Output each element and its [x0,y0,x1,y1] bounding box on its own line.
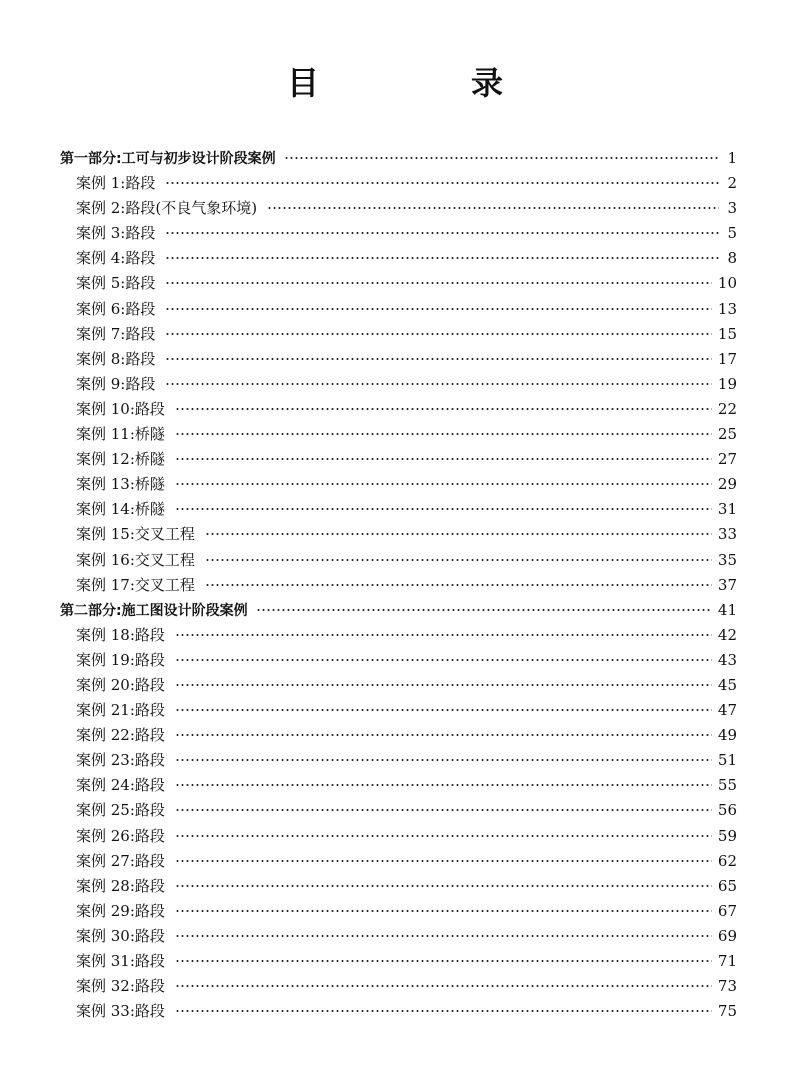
dot-leader [175,508,712,510]
toc-page-number: 56 [717,801,737,820]
toc-page-number: 73 [717,977,737,996]
toc-entry-label: 案例 33:路段 [76,1002,165,1021]
toc-entry-label: 案例 9:路段 [76,374,156,393]
dot-leader [284,157,719,159]
toc-page-number: 8 [727,249,737,268]
toc-page-number: 55 [717,776,737,795]
toc-section-entry[interactable] [60,146,737,171]
dot-leader [175,860,712,862]
table-of-contents [60,146,737,1024]
toc-case-entry[interactable] [60,723,737,748]
dot-leader [165,182,719,184]
toc-page-number: 2 [727,174,737,193]
toc-entry-label: 案例 5:路段 [76,274,156,293]
toc-page-number: 62 [717,851,737,870]
dot-leader [165,282,712,284]
toc-case-entry[interactable] [60,472,737,497]
dot-leader [205,533,712,535]
dot-leader [175,935,712,937]
toc-case-entry[interactable] [60,698,737,723]
toc-entry-label: 案例 12:桥隧 [76,450,165,469]
toc-entry-label: 案例 29:路段 [76,901,165,920]
toc-page-number: 42 [717,625,737,644]
dot-leader [175,809,712,811]
dot-leader [205,584,712,586]
toc-entry-label: 案例 18:路段 [76,625,165,644]
toc-entry-label: 案例 8:路段 [76,349,156,368]
toc-entry-label: 案例 10:路段 [76,399,165,418]
dot-leader [165,358,712,360]
toc-case-entry[interactable] [60,974,737,999]
toc-page-number: 27 [717,450,737,469]
toc-case-entry[interactable] [60,573,737,598]
dot-leader [175,458,712,460]
toc-case-entry[interactable] [60,748,737,773]
toc-page-number: 47 [717,701,737,720]
toc-entry-label: 案例 32:路段 [76,977,165,996]
dot-leader [175,734,712,736]
toc-entry-label: 案例 31:路段 [76,952,165,970]
dot-leader [165,383,712,385]
dot-leader [165,308,712,310]
dot-leader [175,709,712,711]
toc-page-number: 29 [717,475,737,494]
toc-page-number: 45 [717,675,737,694]
toc-page-number: 71 [717,952,737,970]
toc-entry-label: 案例 2:路段(不良气象环境) [76,199,258,218]
dot-leader [165,257,719,259]
toc-entry-label: 案例 7:路段 [76,324,156,343]
dot-leader [175,835,712,837]
toc-page-number: 51 [717,751,737,770]
toc-page-number: 31 [717,500,737,519]
toc-page-number: 1 [727,149,737,167]
toc-entry-label: 案例 11:桥隧 [76,425,165,444]
toc-case-entry[interactable] [60,623,737,648]
toc-page-number: 3 [727,199,737,218]
toc-case-entry[interactable] [60,171,737,196]
dot-leader [175,433,712,435]
toc-page-number: 49 [717,726,737,745]
toc-entry-label: 案例 1:路段 [76,174,156,193]
dot-leader [175,784,712,786]
toc-page-number: 59 [717,826,737,845]
toc-page-number: 35 [717,550,737,569]
toc-page-number: 75 [717,1002,737,1021]
toc-case-entry[interactable] [60,372,737,397]
toc-entry-label: 案例 16:交叉工程 [76,550,195,569]
toc-case-entry[interactable] [60,673,737,698]
toc-entry-label: 案例 20:路段 [76,675,165,694]
toc-case-entry[interactable] [60,497,737,522]
dot-leader [175,659,712,661]
toc-entry-label: 案例 21:路段 [76,701,165,720]
toc-entry-label: 案例 26:路段 [76,826,165,845]
toc-page-number: 22 [717,399,737,418]
toc-case-entry[interactable] [60,874,737,899]
toc-entry-label: 案例 17:交叉工程 [76,575,195,594]
toc-case-entry[interactable] [60,899,737,924]
dot-leader [175,960,712,962]
toc-entry-label: 案例 24:路段 [76,776,165,795]
toc-entry-label: 案例 13:桥隧 [76,475,165,494]
toc-page-number: 13 [717,299,737,318]
dot-leader [175,634,712,636]
dot-leader [175,408,712,410]
toc-page-number: 33 [717,525,737,544]
toc-entry-label: 案例 30:路段 [76,926,165,945]
toc-case-entry[interactable] [60,798,737,823]
toc-case-entry[interactable] [60,297,737,322]
dot-leader [165,232,719,234]
toc-entry-label: 案例 6:路段 [76,299,156,318]
toc-section-entry[interactable] [60,598,737,623]
toc-entry-label: 案例 23:路段 [76,751,165,770]
dot-leader [175,885,712,887]
dot-leader [205,559,712,561]
toc-page-number: 19 [717,374,737,393]
toc-page-number: 69 [717,926,737,945]
toc-case-entry[interactable] [60,246,737,271]
toc-entry-label: 案例 3:路段 [76,224,156,243]
dot-leader [175,985,712,987]
toc-page-number: 10 [717,274,737,293]
dot-leader [175,1010,712,1012]
toc-case-entry[interactable] [60,949,737,974]
toc-page-number: 17 [717,349,737,368]
toc-case-entry[interactable] [60,347,737,372]
dot-leader [267,207,719,209]
toc-entry-label: 第二部分:施工图设计阶段案例 [60,602,248,619]
toc-case-entry[interactable] [60,648,737,673]
toc-case-entry[interactable] [60,422,737,447]
toc-entry-label: 案例 22:路段 [76,726,165,745]
dot-leader [256,609,712,611]
toc-page-number: 37 [717,575,737,594]
toc-page-number: 41 [717,600,737,619]
toc-page-number: 15 [717,324,737,343]
toc-case-entry[interactable] [60,447,737,472]
toc-case-entry[interactable] [60,924,737,949]
toc-case-entry[interactable] [60,196,737,221]
toc-entry-label: 第一部分:工可与初步设计阶段案例 [60,151,276,167]
dot-leader [165,333,712,335]
toc-case-entry[interactable] [60,548,737,573]
dot-leader [175,684,712,686]
toc-case-entry[interactable] [60,522,737,547]
toc-case-entry[interactable] [60,397,737,422]
page-title: 目 录 [286,64,563,102]
toc-entry-label: 案例 28:路段 [76,876,165,895]
toc-entry-label: 案例 4:路段 [76,249,156,268]
toc-page-number: 5 [727,224,737,243]
toc-case-entry[interactable] [60,322,737,347]
toc-case-entry[interactable] [60,271,737,296]
toc-case-entry[interactable] [60,999,737,1024]
toc-case-entry[interactable] [60,824,737,849]
toc-entry-label: 案例 14:桥隧 [76,500,165,519]
toc-entry-label: 案例 15:交叉工程 [76,525,195,544]
toc-page-number: 25 [717,425,737,444]
dot-leader [175,910,712,912]
toc-case-entry[interactable] [60,221,737,246]
toc-case-entry[interactable] [60,849,737,874]
toc-page-number: 43 [717,650,737,669]
dot-leader [175,759,712,761]
toc-case-entry[interactable] [60,773,737,798]
toc-page-number: 65 [717,876,737,895]
toc-page-number: 67 [717,901,737,920]
toc-entry-label: 案例 25:路段 [76,801,165,820]
toc-entry-label: 案例 27:路段 [76,851,165,870]
toc-entry-label: 案例 19:路段 [76,650,165,669]
dot-leader [175,483,712,485]
